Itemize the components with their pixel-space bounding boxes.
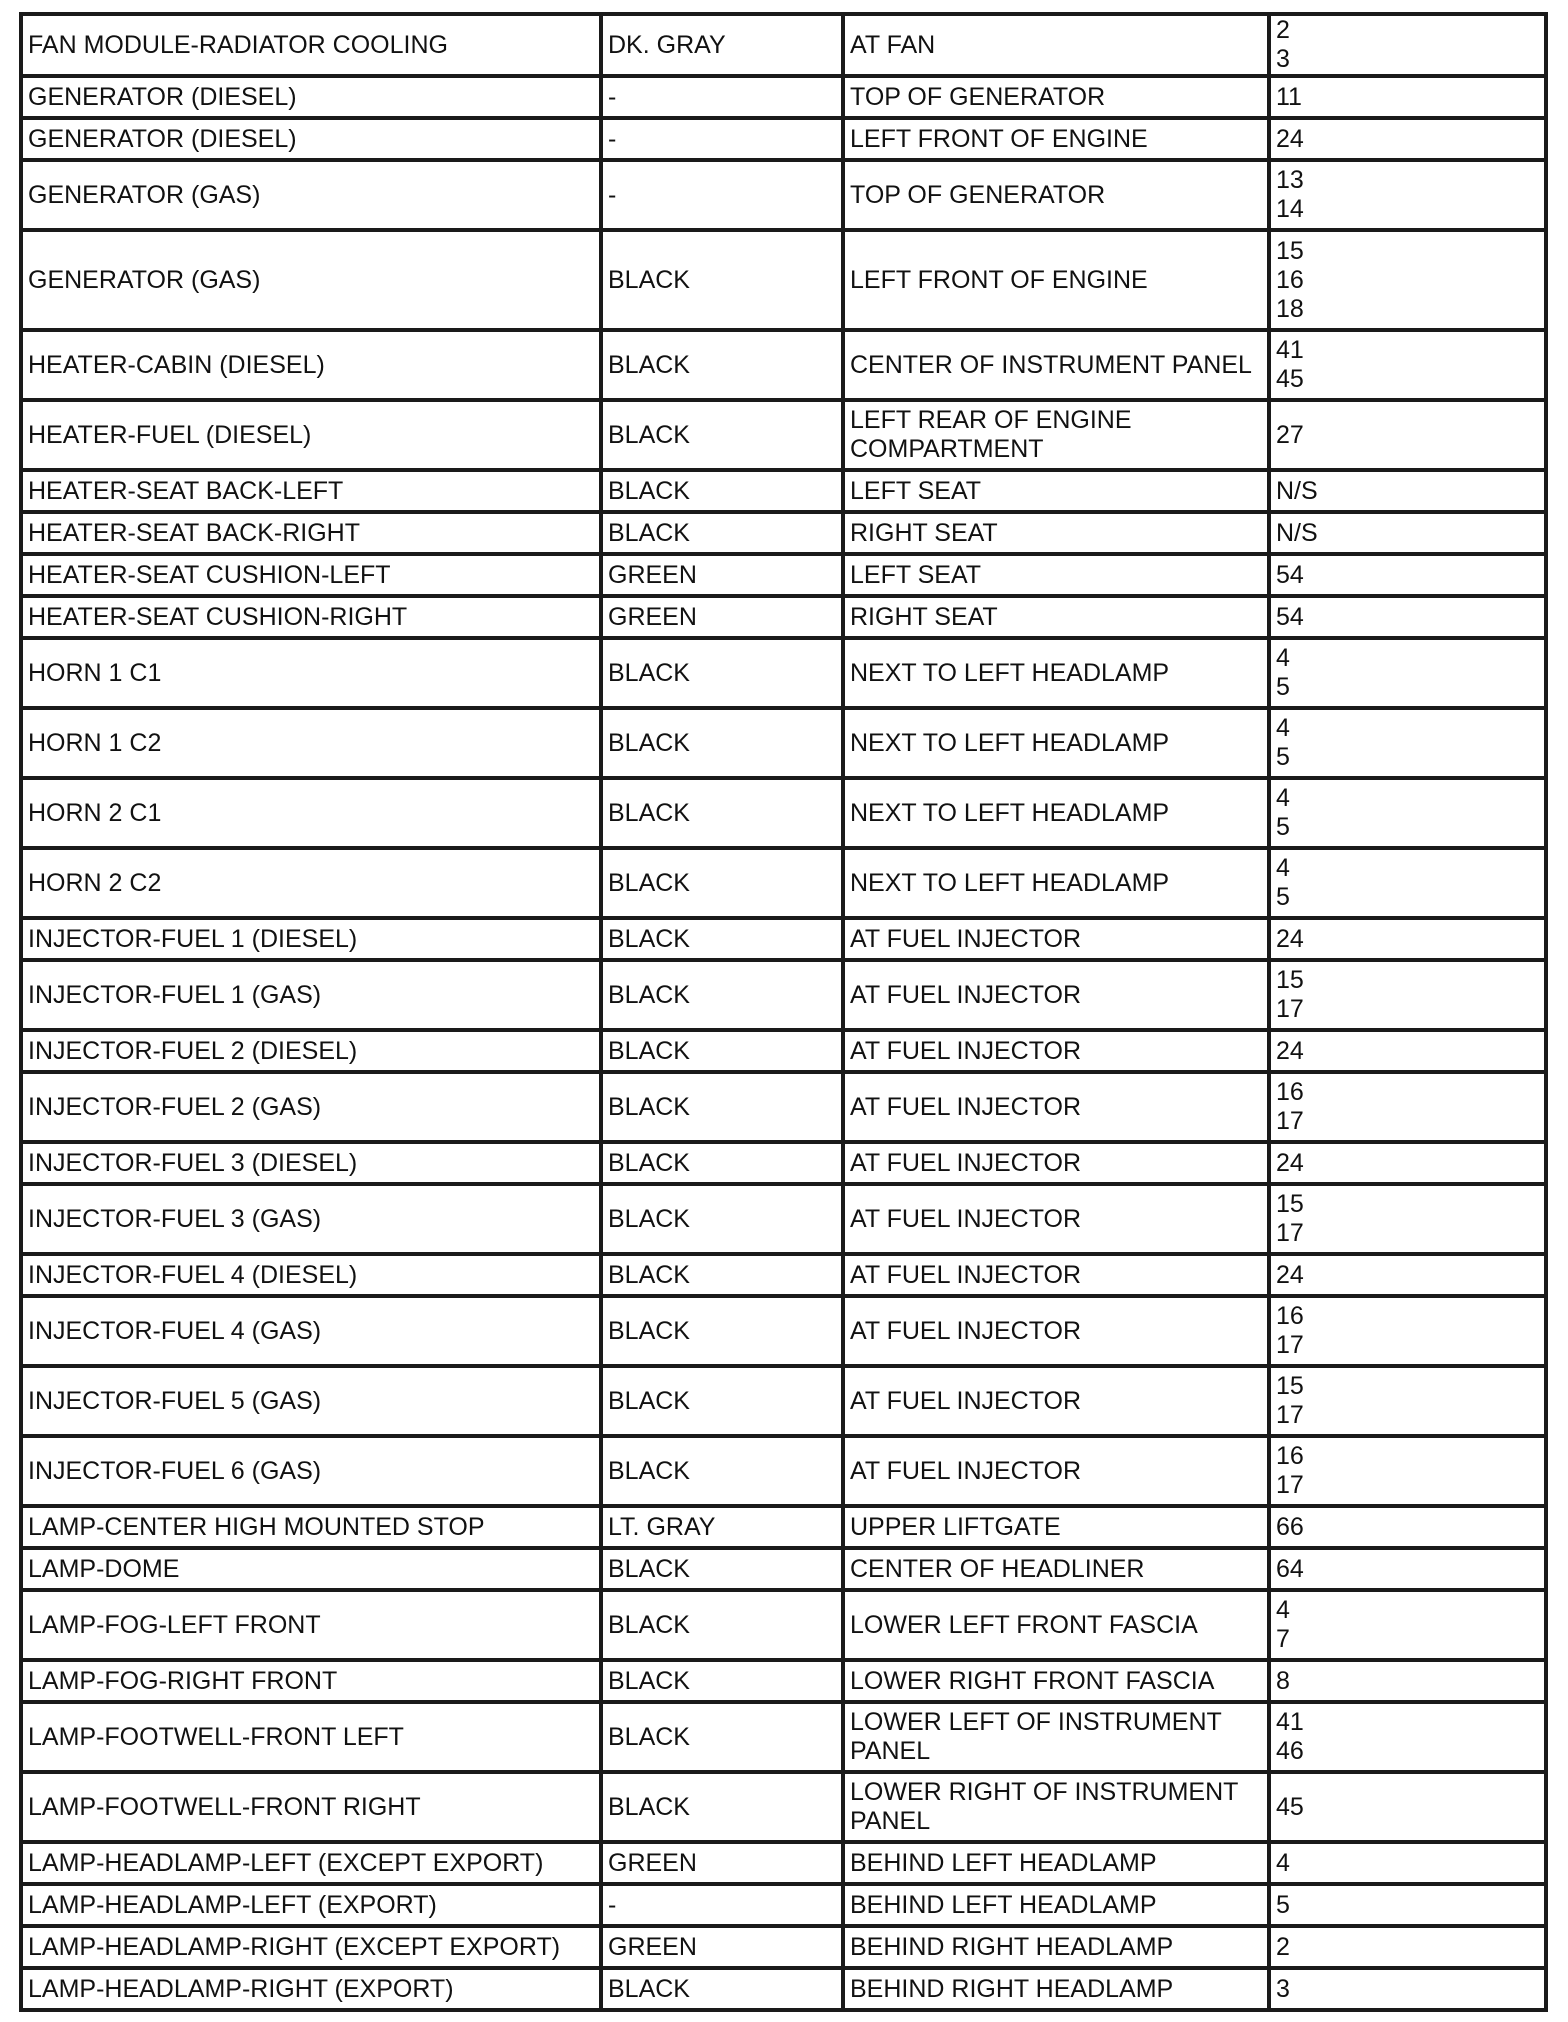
location-cell: AT FUEL INJECTOR — [843, 1254, 1269, 1296]
figure-cell — [1269, 230, 1546, 330]
connector-color-cell: BLACK — [601, 918, 843, 960]
figure-cell — [1269, 960, 1546, 1030]
location-cell: LEFT REAR OF ENGINE COMPARTMENT — [843, 400, 1269, 470]
connector-color-cell: - — [601, 76, 843, 118]
location-cell: LOWER RIGHT OF INSTRUMENT PANEL — [843, 1772, 1269, 1842]
figure-number: 45 — [1276, 365, 1304, 393]
table-row — [21, 918, 1546, 960]
connector-color-cell: BLACK — [601, 1968, 843, 2010]
location-cell: LOWER RIGHT FRONT FASCIA — [843, 1660, 1269, 1702]
connector-color-cell: BLACK — [601, 1184, 843, 1254]
location-cell: LEFT FRONT OF ENGINE — [843, 230, 1269, 330]
connector-location-table — [19, 12, 1548, 2012]
connector-color-cell: BLACK — [601, 1660, 843, 1702]
component-cell: INJECTOR-FUEL 3 (DIESEL) — [21, 1142, 601, 1184]
table-row — [21, 400, 1546, 470]
location-cell: AT FAN — [843, 14, 1269, 76]
location-cell: TOP OF GENERATOR — [843, 160, 1269, 230]
component-cell: GENERATOR (GAS) — [21, 230, 601, 330]
component-cell: LAMP-CENTER HIGH MOUNTED STOP — [21, 1506, 601, 1548]
location-cell: AT FUEL INJECTOR — [843, 1030, 1269, 1072]
figure-number: 3 — [1276, 45, 1290, 73]
location-cell: AT FUEL INJECTOR — [843, 1184, 1269, 1254]
component-cell: HEATER-SEAT BACK-RIGHT — [21, 512, 601, 554]
component-cell: LAMP-FOOTWELL-FRONT LEFT — [21, 1702, 601, 1772]
figure-number: 15 — [1276, 966, 1304, 994]
figure-cell — [1269, 1072, 1546, 1142]
connector-color-cell: GREEN — [601, 1842, 843, 1884]
figure-number: 16 — [1276, 1442, 1304, 1470]
connector-color-cell: BLACK — [601, 960, 843, 1030]
table-row — [21, 1296, 1546, 1366]
connector-color-cell: BLACK — [601, 512, 843, 554]
component-cell: LAMP-HEADLAMP-RIGHT (EXCEPT EXPORT) — [21, 1926, 601, 1968]
figure-cell — [1269, 596, 1546, 638]
location-cell: BEHIND RIGHT HEADLAMP — [843, 1926, 1269, 1968]
location-cell: LEFT SEAT — [843, 470, 1269, 512]
figure-number: 27 — [1276, 420, 1304, 449]
connector-color-cell: BLACK — [601, 1772, 843, 1842]
figure-number: 3 — [1276, 1974, 1290, 2003]
figure-cell — [1269, 1884, 1546, 1926]
connector-color-cell: GREEN — [601, 554, 843, 596]
component-cell: LAMP-HEADLAMP-LEFT (EXPORT) — [21, 1884, 601, 1926]
figure-cell — [1269, 14, 1546, 76]
connector-color-cell: BLACK — [601, 470, 843, 512]
figure-number: 17 — [1276, 1219, 1304, 1247]
location-cell: AT FUEL INJECTOR — [843, 960, 1269, 1030]
table-row — [21, 1184, 1546, 1254]
table-row — [21, 778, 1546, 848]
component-cell: GENERATOR (GAS) — [21, 160, 601, 230]
component-cell: INJECTOR-FUEL 2 (DIESEL) — [21, 1030, 601, 1072]
connector-color-cell: - — [601, 118, 843, 160]
table-row — [21, 1254, 1546, 1296]
figure-cell — [1269, 1702, 1546, 1772]
connector-color-cell: BLACK — [601, 230, 843, 330]
location-cell: AT FUEL INJECTOR — [843, 1296, 1269, 1366]
location-cell: TOP OF GENERATOR — [843, 76, 1269, 118]
figure-number: 11 — [1276, 82, 1302, 111]
figure-number: 24 — [1276, 924, 1304, 953]
component-cell: HEATER-SEAT CUSHION-RIGHT — [21, 596, 601, 638]
location-cell: AT FUEL INJECTOR — [843, 1072, 1269, 1142]
figure-number: 17 — [1276, 1401, 1304, 1429]
connector-color-cell: BLACK — [601, 848, 843, 918]
component-cell: LAMP-DOME — [21, 1548, 601, 1590]
connector-color-cell: BLACK — [601, 1030, 843, 1072]
figure-number: 14 — [1276, 195, 1304, 223]
table-row — [21, 1072, 1546, 1142]
component-cell: GENERATOR (DIESEL) — [21, 76, 601, 118]
location-cell: BEHIND LEFT HEADLAMP — [843, 1884, 1269, 1926]
figure-number: 4 — [1276, 854, 1290, 882]
component-cell: HEATER-SEAT BACK-LEFT — [21, 470, 601, 512]
figure-cell — [1269, 554, 1546, 596]
component-cell: HORN 1 C2 — [21, 708, 601, 778]
figure-number: 17 — [1276, 1107, 1304, 1135]
figure-cell — [1269, 1184, 1546, 1254]
figure-cell — [1269, 848, 1546, 918]
table-row — [21, 596, 1546, 638]
figure-number: N/S — [1276, 476, 1318, 505]
figure-number: 15 — [1276, 236, 1304, 265]
figure-number: 2 — [1276, 1932, 1290, 1961]
component-cell: HEATER-FUEL (DIESEL) — [21, 400, 601, 470]
figure-cell — [1269, 1142, 1546, 1184]
figure-number: 16 — [1276, 265, 1304, 294]
figure-number: 4 — [1276, 644, 1290, 672]
table-row — [21, 1436, 1546, 1506]
location-cell: NEXT TO LEFT HEADLAMP — [843, 708, 1269, 778]
component-cell: LAMP-FOOTWELL-FRONT RIGHT — [21, 1772, 601, 1842]
figure-number: 16 — [1276, 1078, 1304, 1106]
figure-cell — [1269, 918, 1546, 960]
figure-number: 64 — [1276, 1554, 1304, 1583]
connector-color-cell: GREEN — [601, 596, 843, 638]
figure-number: 17 — [1276, 995, 1304, 1023]
figure-cell — [1269, 76, 1546, 118]
connector-color-cell: BLACK — [601, 330, 843, 400]
figure-cell — [1269, 1506, 1546, 1548]
table-row — [21, 330, 1546, 400]
figure-number: 5 — [1276, 743, 1290, 771]
connector-color-cell: DK. GRAY — [601, 14, 843, 76]
location-cell: LOWER LEFT OF INSTRUMENT PANEL — [843, 1702, 1269, 1772]
table-row — [21, 118, 1546, 160]
table-row — [21, 76, 1546, 118]
table-row — [21, 512, 1546, 554]
location-cell: RIGHT SEAT — [843, 596, 1269, 638]
figure-number: 4 — [1276, 1848, 1290, 1877]
figure-number: 17 — [1276, 1471, 1304, 1499]
figure-cell — [1269, 400, 1546, 470]
table-row — [21, 470, 1546, 512]
table-row — [21, 1548, 1546, 1590]
table-row — [21, 1772, 1546, 1842]
component-cell: INJECTOR-FUEL 1 (DIESEL) — [21, 918, 601, 960]
connector-color-cell: - — [601, 1884, 843, 1926]
figure-number: N/S — [1276, 518, 1318, 547]
table-row — [21, 1926, 1546, 1968]
location-cell: LEFT FRONT OF ENGINE — [843, 118, 1269, 160]
connector-color-cell: BLACK — [601, 1436, 843, 1506]
component-cell: LAMP-HEADLAMP-LEFT (EXCEPT EXPORT) — [21, 1842, 601, 1884]
component-cell: HEATER-CABIN (DIESEL) — [21, 330, 601, 400]
table-row — [21, 708, 1546, 778]
connector-color-cell: BLACK — [601, 1590, 843, 1660]
figure-number: 4 — [1276, 714, 1290, 742]
table-row — [21, 960, 1546, 1030]
component-cell: HORN 2 C1 — [21, 778, 601, 848]
table-row — [21, 14, 1546, 76]
location-cell: NEXT TO LEFT HEADLAMP — [843, 638, 1269, 708]
figure-number: 41 — [1276, 1708, 1304, 1736]
table-row — [21, 1842, 1546, 1884]
table-row — [21, 1366, 1546, 1436]
component-cell: INJECTOR-FUEL 6 (GAS) — [21, 1436, 601, 1506]
connector-color-cell: BLACK — [601, 708, 843, 778]
figure-cell — [1269, 1968, 1546, 2010]
figure-number: 5 — [1276, 883, 1290, 911]
table-row — [21, 230, 1546, 330]
component-cell: INJECTOR-FUEL 4 (GAS) — [21, 1296, 601, 1366]
figure-number: 24 — [1276, 1148, 1304, 1177]
figure-cell — [1269, 1296, 1546, 1366]
table-row — [21, 1142, 1546, 1184]
table-row — [21, 1968, 1546, 2010]
figure-number: 24 — [1276, 1260, 1304, 1289]
component-cell: INJECTOR-FUEL 4 (DIESEL) — [21, 1254, 601, 1296]
figure-cell — [1269, 1254, 1546, 1296]
figure-number: 24 — [1276, 124, 1304, 153]
figure-cell — [1269, 1366, 1546, 1436]
figure-number: 7 — [1276, 1625, 1290, 1653]
location-cell: BEHIND RIGHT HEADLAMP — [843, 1968, 1269, 2010]
component-cell: GENERATOR (DIESEL) — [21, 118, 601, 160]
figure-number: 54 — [1276, 560, 1304, 589]
component-cell: LAMP-HEADLAMP-RIGHT (EXPORT) — [21, 1968, 601, 2010]
location-cell: CENTER OF INSTRUMENT PANEL — [843, 330, 1269, 400]
figure-number: 41 — [1276, 336, 1304, 364]
table-row — [21, 638, 1546, 708]
figure-number: 15 — [1276, 1190, 1304, 1218]
table-row — [21, 1030, 1546, 1072]
figure-cell — [1269, 330, 1546, 400]
table-row — [21, 1506, 1546, 1548]
figure-cell — [1269, 1030, 1546, 1072]
figure-cell — [1269, 1926, 1546, 1968]
figure-number: 18 — [1276, 294, 1304, 323]
figure-cell — [1269, 1660, 1546, 1702]
component-cell: INJECTOR-FUEL 1 (GAS) — [21, 960, 601, 1030]
figure-cell — [1269, 512, 1546, 554]
connector-color-cell: BLACK — [601, 638, 843, 708]
figure-cell — [1269, 470, 1546, 512]
figure-number: 4 — [1276, 784, 1290, 812]
figure-cell — [1269, 1590, 1546, 1660]
location-cell: LOWER LEFT FRONT FASCIA — [843, 1590, 1269, 1660]
connector-color-cell: BLACK — [601, 778, 843, 848]
figure-number: 45 — [1276, 1792, 1304, 1821]
figure-cell — [1269, 778, 1546, 848]
component-cell: INJECTOR-FUEL 3 (GAS) — [21, 1184, 601, 1254]
connector-color-cell: GREEN — [601, 1926, 843, 1968]
component-cell: HEATER-SEAT CUSHION-LEFT — [21, 554, 601, 596]
location-cell: AT FUEL INJECTOR — [843, 1436, 1269, 1506]
figure-cell — [1269, 1772, 1546, 1842]
connector-color-cell: BLACK — [601, 1548, 843, 1590]
figure-cell — [1269, 708, 1546, 778]
table-row — [21, 1884, 1546, 1926]
location-cell: CENTER OF HEADLINER — [843, 1548, 1269, 1590]
connector-color-cell: BLACK — [601, 1142, 843, 1184]
component-cell: FAN MODULE-RADIATOR COOLING — [21, 14, 601, 76]
table-row — [21, 554, 1546, 596]
location-cell: LEFT SEAT — [843, 554, 1269, 596]
connector-color-cell: - — [601, 160, 843, 230]
figure-number: 5 — [1276, 1890, 1290, 1919]
table-row — [21, 1702, 1546, 1772]
figure-number: 5 — [1276, 673, 1290, 701]
figure-number: 46 — [1276, 1737, 1304, 1765]
figure-cell — [1269, 160, 1546, 230]
figure-cell — [1269, 638, 1546, 708]
connector-color-cell: BLACK — [601, 1072, 843, 1142]
figure-cell — [1269, 1842, 1546, 1884]
figure-number: 5 — [1276, 813, 1290, 841]
figure-number: 2 — [1276, 16, 1290, 44]
figure-number: 4 — [1276, 1596, 1290, 1624]
location-cell: UPPER LIFTGATE — [843, 1506, 1269, 1548]
component-cell: LAMP-FOG-RIGHT FRONT — [21, 1660, 601, 1702]
figure-number: 15 — [1276, 1372, 1304, 1400]
location-cell: RIGHT SEAT — [843, 512, 1269, 554]
table-row — [21, 1590, 1546, 1660]
component-cell: HORN 1 C1 — [21, 638, 601, 708]
location-cell: AT FUEL INJECTOR — [843, 918, 1269, 960]
figure-cell — [1269, 1436, 1546, 1506]
figure-number: 17 — [1276, 1331, 1304, 1359]
connector-color-cell: BLACK — [601, 1366, 843, 1436]
figure-cell — [1269, 1548, 1546, 1590]
component-cell: HORN 2 C2 — [21, 848, 601, 918]
figure-number: 54 — [1276, 602, 1304, 631]
location-cell: AT FUEL INJECTOR — [843, 1366, 1269, 1436]
table-body — [21, 14, 1546, 2010]
figure-number: 8 — [1276, 1666, 1290, 1695]
location-cell: BEHIND LEFT HEADLAMP — [843, 1842, 1269, 1884]
figure-number: 13 — [1276, 166, 1304, 194]
figure-number: 66 — [1276, 1512, 1304, 1541]
component-cell: INJECTOR-FUEL 5 (GAS) — [21, 1366, 601, 1436]
figure-cell — [1269, 118, 1546, 160]
figure-number: 16 — [1276, 1302, 1304, 1330]
location-cell: AT FUEL INJECTOR — [843, 1142, 1269, 1184]
connector-color-cell: LT. GRAY — [601, 1506, 843, 1548]
connector-color-cell: BLACK — [601, 400, 843, 470]
connector-color-cell: BLACK — [601, 1296, 843, 1366]
table-row — [21, 848, 1546, 918]
connector-color-cell: BLACK — [601, 1254, 843, 1296]
location-cell: NEXT TO LEFT HEADLAMP — [843, 778, 1269, 848]
component-cell: INJECTOR-FUEL 2 (GAS) — [21, 1072, 601, 1142]
figure-number: 24 — [1276, 1036, 1304, 1065]
location-cell: NEXT TO LEFT HEADLAMP — [843, 848, 1269, 918]
connector-color-cell: BLACK — [601, 1702, 843, 1772]
table-row — [21, 160, 1546, 230]
table-row — [21, 1660, 1546, 1702]
component-cell: LAMP-FOG-LEFT FRONT — [21, 1590, 601, 1660]
